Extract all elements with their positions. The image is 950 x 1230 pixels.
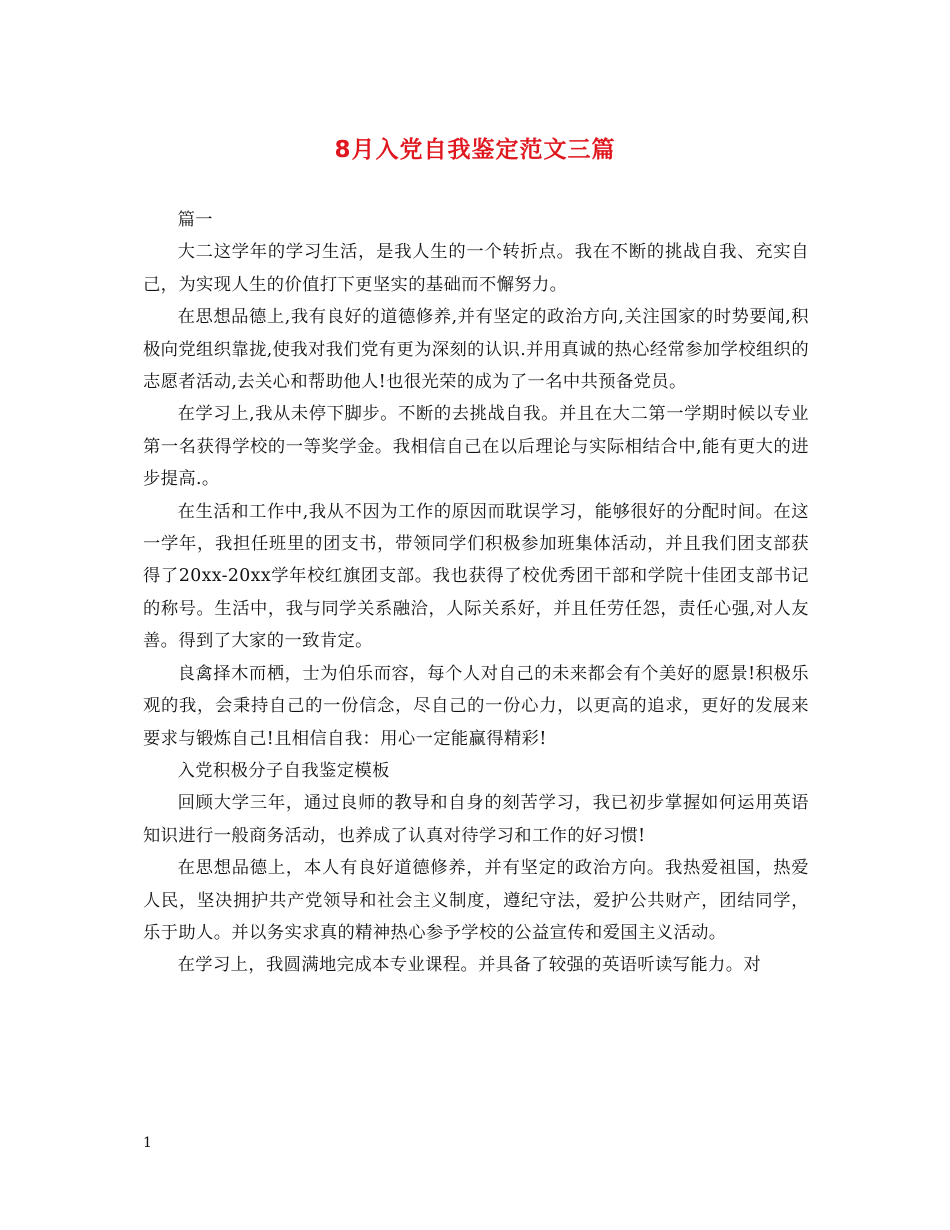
document-body [143, 204, 809, 982]
section-heading: 篇一 [177, 210, 213, 230]
paragraph: 在学习上，我圆满地完成本专业课程。并具备了较强的英语听读写能力。对 [177, 955, 762, 976]
paragraph: 在生活和工作中,我从不因为工作的原因而耽误学习，能够很好的分配时间。在这一学年，我担任班里的团支书，带领同学们积极参加班集体活动，并且我们团支部获得了20xx-20xx学年校红旗团支部。我也获得了校优秀团干部和学院十佳团支部书记的称号。生活中，我与同学关系融洽，人际关系好，并且任劳任怨，责任心强,对人友善。得到了大家的一致肯定。 [143, 501, 809, 652]
section-heading: 入党积极分子自我鉴定模板 [177, 760, 390, 781]
paragraph: 良禽择木而栖，士为伯乐而容，每个人对自己的未来都会有个美好的愿景!积极乐观的我，会秉持自己的一份信念，尽自己的一份心力，以更高的追求，更好的发展来要求与锻炼自己!且相信自我：用心一定能赢得精彩! [143, 663, 809, 749]
paragraph: 在思想品德上，本人有良好道德修养，并有坚定的政治方向。我热爱祖国，热爱人民，坚决拥护共产党领导和社会主义制度，遵纪守法，爱护公共财产，团结同学，乐于助人。并以务实求真的精神热心参予学校的公益宣传和爱国主义活动。 [143, 858, 809, 943]
paragraph: 在学习上,我从未停下脚步。不断的去挑战自我。并且在大二第一学期时候以专业第一名获得学校的一等奖学金。我相信自己在以后理论与实际相结合中,能有更大的进步提高.。 [143, 404, 809, 490]
paragraph: 大二这学年的学习生活，是我人生的一个转折点。我在不断的挑战自我、充实自己，为实现人生的价值打下更坚实的基础而不懈努力。 [143, 242, 809, 295]
document-title: 8月入党自我鉴定范文三篇 [334, 137, 616, 163]
paragraph: 在思想品德上,我有良好的道德修养,并有坚定的政治方向,关注国家的时势要闻,积极向党组织靠拢,使我对我们党有更为深刻的认识.并用真诚的热心经常参加学校组织的志愿者活动,去关心和帮助他人!也很光荣的成为了一名中共预备党员。 [143, 307, 809, 393]
paragraph: 回顾大学三年，通过良师的教导和自身的刻苦学习，我已初步掌握如何运用英语知识进行一般商务活动，也养成了认真对待学习和工作的好习惯! [143, 793, 809, 846]
page-number: 1 [143, 1135, 152, 1151]
